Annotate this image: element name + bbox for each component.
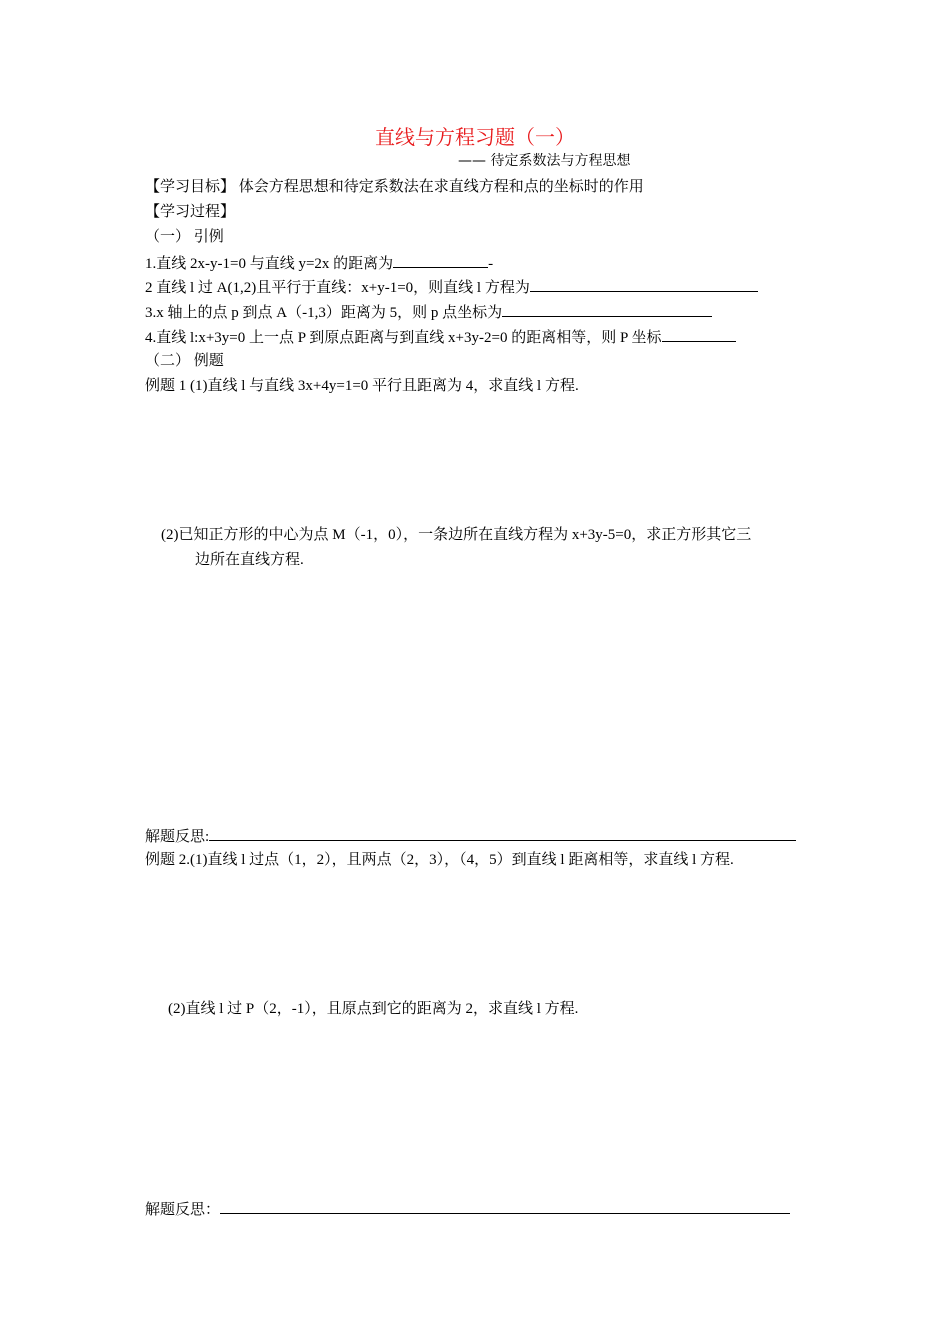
warmup-q4-text: 4.直线 l:x+3y=0 上一点 P 到原点距离与到直线 x+3y-2=0 的距离相等，则 P 坐标 bbox=[145, 330, 662, 346]
example-1-part-1: 例题 1 (1)直线 l 与直线 3x+4y=1=0 平行且距离为 4，求直线 l 方程. bbox=[145, 378, 579, 394]
example-1-part-2-line-2: 边所在直线方程. bbox=[195, 552, 304, 568]
example-2-part-2: (2)直线 l 过 P（2，-1），且原点到它的距离为 2，求直线 l 方程. bbox=[168, 1001, 579, 1017]
answer-blank-2 bbox=[530, 276, 758, 292]
answer-blank-4 bbox=[662, 326, 736, 342]
warmup-q3-text: 3.x 轴上的点 p 到点 A（-1,3）距离为 5，则 p 点坐标为 bbox=[145, 305, 503, 321]
document-title: 直线与方程习题（一） bbox=[375, 125, 575, 149]
warmup-q1-tail: - bbox=[488, 256, 494, 272]
warmup-question-4 bbox=[145, 326, 736, 348]
example-2-part-1: 例题 2.(1)直线 l 过点（1，2），且两点（2，3），（4，5）到直线 l 距离相等，求直线 l 方程. bbox=[145, 852, 734, 868]
learning-goal bbox=[145, 177, 644, 197]
reflection-1 bbox=[145, 825, 796, 847]
part2-heading: （二） 例题 bbox=[145, 353, 224, 369]
warmup-q2-text: 2 直线 l 过 A(1,2)且平行于直线：x+y-1=0，则直线 l 方程为 bbox=[145, 280, 530, 296]
reflection-2-label: 解题反思： bbox=[145, 1202, 221, 1218]
reflection-1-blank bbox=[209, 825, 796, 841]
learning-process-label: 【学习过程】 bbox=[145, 204, 236, 220]
goal-text: 体会方程思想和待定系数法在求直线方程和点的坐标时的作用 bbox=[238, 179, 644, 195]
reflection-2 bbox=[145, 1198, 790, 1220]
document-subtitle: —— 待定系数法与方程思想 bbox=[458, 153, 631, 169]
answer-blank-1 bbox=[393, 252, 488, 268]
reflection-2-blank bbox=[220, 1198, 790, 1214]
example-1-part-2-line-1: (2)已知正方形的中心为点 M（-1，0），一条边所在直线方程为 x+3y-5=0，求正方形其它三 bbox=[161, 527, 752, 543]
answer-blank-3 bbox=[502, 301, 712, 317]
warmup-question-1 bbox=[145, 252, 493, 274]
warmup-q1-text: 1.直线 2x-y-1=0 与直线 y=2x 的距离为 bbox=[145, 256, 394, 272]
part1-heading: （一） 引例 bbox=[145, 229, 224, 245]
goal-label: 【学习目标】 bbox=[145, 179, 236, 195]
warmup-question-2 bbox=[145, 276, 758, 298]
warmup-question-3 bbox=[145, 301, 712, 323]
reflection-1-label: 解题反思: bbox=[145, 829, 210, 845]
